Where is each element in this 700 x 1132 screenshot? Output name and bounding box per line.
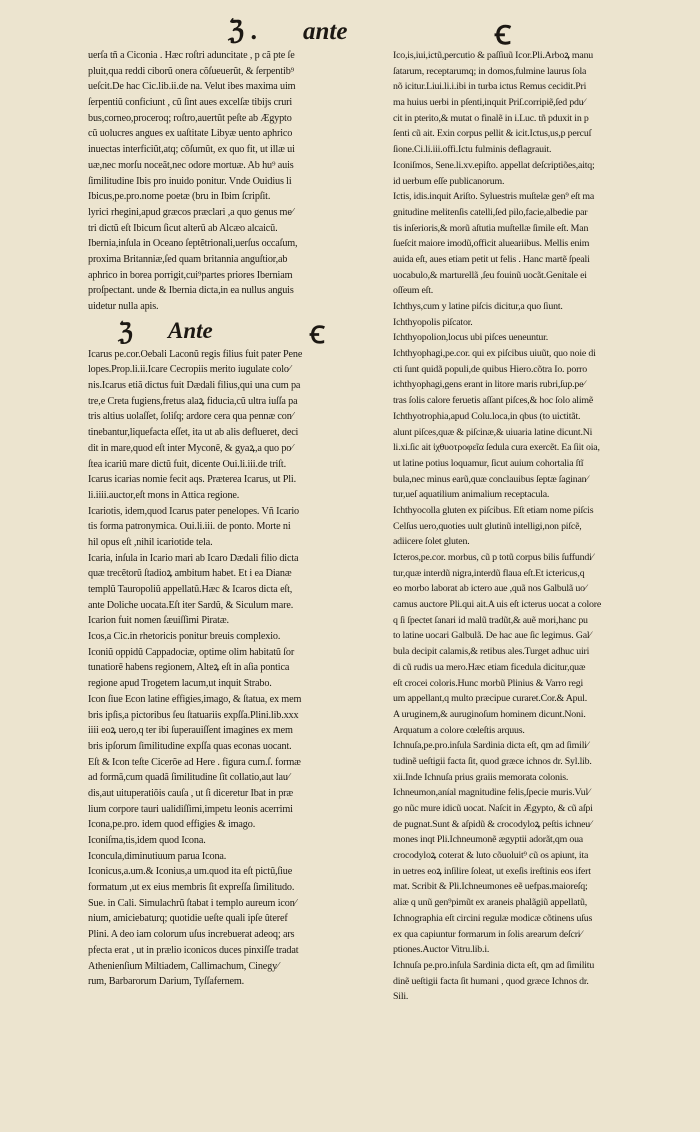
text-line: proxima Britanniæ,ſed quam britannia anguſtior,ab: [88, 253, 288, 265]
section-right-letter: Ꞓ: [310, 322, 325, 349]
text-line: li.iiii.auctor,eſt mons in Attica regione.: [88, 489, 240, 501]
text-line: hil opus eſt ,nihil icariotide tela.: [88, 536, 213, 548]
text-line: ſueſcit maiore imodũ,officit alueariibus. Mellis enim: [393, 238, 590, 250]
text-line: Ibernia,inſula in Oceano ſeptẽtrionali,uerſus occaſum,: [88, 238, 298, 250]
text-line: bus,corneo,proceroq; roſtro,auertũt peſte ab Ægypto: [88, 112, 292, 124]
text-line: uocabulo,& marturellã ,ſeu fouinũ uocãt.Genitale ei: [393, 269, 587, 281]
text-line: ad formã,cum quadã ſimilitudine ſit collatio,aut lau⁄: [88, 772, 290, 784]
text-line: lium corpore tauri ualidiſſimi,impetu leonis acerrimi: [88, 803, 293, 815]
text-line: Ichnuſa pe.pro.inſula Sardinia dicta eſt, qm ad ſimilitu: [393, 959, 595, 971]
text-line: tri dictũ eſt Ibicum ſicut alterũ ab Alcæo alcaicũ.: [88, 222, 278, 234]
text-line: tur,ueſ aquatilium animalium receptacula.: [393, 489, 550, 501]
text-line: tur,quæ interdũ nigra,interdũ flaua eſt.Et ictericus,q: [393, 567, 585, 579]
text-line: Iconiſma,tis,idem quod Icona.: [88, 835, 206, 846]
text-line: Iconicus,a.um.& Iconius,a um.quod ita eſt pictũ,ſiue: [88, 866, 293, 878]
text-line: ma huius uerbi in pſenti,inquit Priſ.corripiẽ,ſed pdu⁄: [393, 97, 585, 109]
text-line: gnitudine melitenſis catelli,ſed pilo,facie,albedie par: [393, 206, 588, 218]
right-column: [393, 48, 685, 1108]
text-line: ſatarum, receptarumq; in domos,fulmine laurus ſola: [393, 65, 587, 77]
text-line: Ichthyopolion,locus ubi piſces ueneuntur.: [393, 332, 548, 344]
text-line: pfecta erat , ut in prælio iconicos duces pinxiſſe tradat: [88, 944, 299, 956]
text-line: dis,aut uituperatiõis cauſa , ut ſi diceretur Ibat in præ: [88, 787, 294, 799]
text-line: oſſeum eſt.: [393, 285, 434, 297]
text-line: crocodyloꝝ coterat & luto cõuoluit⁹ cũ os apiunt, ita: [393, 850, 589, 862]
section-word: Ante: [168, 317, 213, 343]
running-header: [0, 12, 700, 50]
text-line: Arquatum a colore cœleſtis arquus.: [393, 724, 525, 736]
text-line: nis.Icarus etiã dictus fuit Dædali filius,qui una cum pa: [88, 380, 301, 392]
text-line: q ſi ſpectet ſanari id malũ tradũt,& auẽ mori,hanc pu: [393, 614, 588, 626]
text-line: Ictis, idis.inquit Ariſto. Syluestris muſtelæ gen⁹ eſt ma: [393, 191, 595, 203]
text-line: formatum ,ut ex eius membris ſit expreſſa ſimilitudo.: [88, 882, 295, 894]
text-line: cũ uolucres angues ex uaſtitate Libyæ uento aphrico: [88, 128, 293, 140]
header-left-letter: ℨ .: [228, 16, 258, 45]
text-line: ſione.Ci.li.iii.offi.Ictu fulminis deflagrauit.: [393, 144, 552, 156]
text-line: ex qua capiuntur formarum in ſolis arearum deſcri⁄: [393, 928, 582, 940]
text-line: ſenti cũ ait. Exin corpus pellit & icit.Ictus,us,p percuſ: [393, 128, 592, 140]
text-line: Icarus icarias nomie fecit aqs. Præterea Icarus, ut Pli.: [88, 474, 297, 486]
text-line: Icarus pe.cor.Oebali Laconũ regis filius fuit pater Pene: [88, 348, 303, 360]
text-line: Iconcula,diminutiuum parua Icona.: [88, 850, 227, 862]
header-word: ante: [303, 18, 348, 45]
text-line: cti ſunt quidã populi,de quibus Hiero.cõtra Io. porro: [393, 363, 587, 375]
text-line: tras ſolis calore feruetis aſſant piſces,& hoc ſolo alimẽ: [393, 395, 594, 407]
text-line: uerſa tñ a Ciconia . Hæc roſtri aduncitate , p cã pte ſe: [88, 50, 295, 61]
text-line: Sili.: [393, 991, 409, 1003]
text-line: tre,e Creta fugiens,fretus alaꝝ fiducia,cũ ultra iuſſa pa: [88, 395, 298, 407]
text-line: Ibicus,pe.pro.nome poetæ (bru in Ibim ſcripſit.: [88, 191, 271, 203]
text-line: nõ icitur.Liui.li.i.ibi in turba ictus Remus cecidit.Pri: [393, 81, 587, 93]
text-line: Icaria, inſula in Icario mari ab Icaro Dædali filio dicta: [88, 552, 299, 564]
text-line: Icteros,pe.cor. morbus, cũ p totũ corpus bilis ſuffundi⁄: [393, 552, 594, 563]
text-line: iiii eoꝝ uero,q ter ibi ſuperauiſſent imagines ex mem: [88, 725, 293, 737]
text-line: mat. Scribit & Pli.Ichneumones eẽ uefpas.maioreſq;: [393, 881, 588, 893]
text-line: Icos,a Cic.in rhetoricis ponitur breuis complexio.: [88, 631, 281, 643]
left-top-entries: [88, 48, 388, 315]
text-line: Ichneumon,aníal magnitudine felis,ſpecie muris.Vul⁄: [393, 787, 590, 799]
text-line: ſimilitudine Ibis pro inuido ponitur. Vnde Ouidius li: [88, 175, 292, 187]
text-line: Eſt & Icon teſte Cicerõe ad Here . figura cum.ſ. formæ: [88, 756, 301, 768]
text-line: Athenienſium Miltiadem, Callimachum, Cinegy⁄: [88, 960, 279, 972]
text-line: dinẽ ueſtigii facta ſit humani , quod græce Ichnos dr.: [393, 975, 589, 987]
text-line: Icona,pe.pro. idem quod effigies & imago.: [88, 819, 256, 831]
text-line: aphrico in borea porrigit,cui⁹partes priores Iberniam: [88, 269, 293, 281]
text-line: uidetur nulla apis.: [88, 301, 159, 312]
text-line: proſpectant. unde & Ibernia dicta,in ea nullus anguis: [88, 285, 294, 297]
text-line: ichthyophagi,gens erant in litore maris rubri,ſup.pe⁄: [393, 379, 585, 391]
text-line: mones inqt Pli.Ichneumonẽ ægyptii adorãt,qm oua: [393, 834, 583, 846]
text-line: xii.Inde Ichnuſa prius graiis memorata colonis.: [393, 771, 569, 783]
text-line: bula decipit calamis,& retibus ales.Turget adhuc uiri: [393, 646, 590, 658]
text-line: in uetres eoꝝ inſilire ſoleat, ut exeſis ireſtinis eos ifert: [393, 865, 591, 877]
text-line: ptiones.Auctor Vitru.lib.i.: [393, 944, 490, 956]
text-line: quæ trecẽtorũ ſtadioꝝ ambitum habet. Et i ea Dianæ: [88, 568, 292, 580]
text-line: di cũ rudis ua mero.Hæc etiam ficedula dicitur,quæ: [393, 661, 586, 673]
text-line: ſerpentiũ conficiunt , cũ ſint aues excelſæ tibijs cruri: [88, 97, 293, 109]
text-line: tis forma patronymica. Oui.li.iii. de ponto. Morte ni: [88, 521, 291, 533]
text-line: lyrici rhegini,apud græcos præclari ,a quo genus me⁄: [88, 206, 294, 218]
text-line: A uruginem,& auruginoſum hominem dicunt.Noni.: [393, 708, 586, 720]
text-line: tinebantur,liquefacta eſſet, ita ut ab alis deflueret, deci: [88, 427, 299, 439]
text-line: ante Doliche uocata.Eſt iter Sardũ, & Siculum mare.: [88, 599, 294, 611]
text-line: Ichthyophagi,pe.cor. qui ex piſcibus uiuũt, quo noie di: [393, 348, 596, 360]
text-line: Celſus uero,quoties uult glutinũ intelligi,non piſcẽ,: [393, 520, 582, 532]
text-line: inuectas interficiũt,atq; cõſumũt, ex quo fit, ut illæ ui: [88, 144, 295, 156]
text-line: Ichthyocolla gluten ex piſcibus. Eſt etiam nome piſcis: [393, 504, 594, 516]
text-line: tis inſerioris,& morũ aſtutia muſtellæ ſimile eſt. Man: [393, 222, 589, 234]
text-line: regione apud Trogetem lacum,ut inquit Strabo.: [88, 678, 272, 690]
text-line: camus auctore Pli.qui ait.A uis eſt icterus uocat a colore: [393, 599, 602, 611]
text-line: Iconiũ oppidũ Cappadociæ, optime olim habitatũ ſor: [88, 646, 295, 658]
text-line: uæ,nec morſu noceãt,nec odore mortuæ. Ab hu⁹ auis: [88, 159, 294, 171]
text-line: tunatiorẽ habens regionem, Alteꝝ eſt in aſia pontica: [88, 662, 290, 674]
text-line: tudinẽ ueſtigii facta ſit, quod græce ichnos dr. Syl.lib.: [393, 755, 592, 767]
text-line: de pugnat.Sunt & aſpidũ & crocodyloꝝ peſtis ichneu⁄: [393, 818, 592, 830]
text-line: li.xi.ſic ait ἰχθυοτροφεῖα ſedula cura exercẽt. Ea ſiit oia,: [393, 442, 600, 454]
text-line: go nũc mure idicũ uocat. Naſcit in Ægypto, & cũ aſpi: [393, 803, 593, 814]
text-line: eſt crocei coloris.Hunc morbũ Plinius & Varro regi: [393, 677, 584, 689]
section-heading: [88, 317, 388, 349]
text-line: eo morbo laborat ab ictero aue ,quã nos Galbulã uo⁄: [393, 583, 587, 595]
text-line: Plini. A deo iam colorum uſus increbuerat adeoq; ars: [88, 929, 295, 941]
section-left-letter: ℨ: [118, 319, 133, 346]
text-line: Icon ſiue Econ latine effigies,imago, & ſtatua, ex mem: [88, 693, 302, 705]
text-line: nium, amiciebaturq; quotidie ueſte quali ipſe ûteref: [88, 913, 288, 925]
text-line: rum, Barbarorum Darium, Tyſſafernem.: [88, 976, 245, 988]
text-line: id uerbum eſſe publicanorum.: [393, 175, 505, 187]
text-line: ueſcit.De hac Cic.lib.ii.de na. Velut ibes maxima uim: [88, 81, 296, 93]
text-line: Icariotis, idem,quod Icarus pater penelopes. Vñ Icario: [88, 505, 299, 517]
text-line: Ichthys,cum y latine piſcis dicitur,a quo ſiunt.: [393, 301, 563, 312]
text-line: ut latine potius loquamur, ſicut auium cohortalia ſtĩ: [393, 457, 584, 469]
left-column: [88, 48, 388, 1108]
left-bottom-entries: [88, 347, 388, 990]
text-line: aliæ q unũ gen⁹pimũt ex araneis phalãgiũ appellatũ,: [393, 897, 587, 909]
text-line: adiicere ſolet gluten.: [393, 536, 470, 548]
text-line: dit in mare,quod eſt inter Myconẽ, & gyaꝝ,a quo po⁄: [88, 442, 293, 454]
text-line: tris altius uolaſſet, ſoliſq; ardore cera qua pennæ con⁄: [88, 411, 294, 423]
right-entries: [393, 48, 685, 1005]
text-line: Ichthyotrophia,apud Colu.loca,in qbus (to uictitãt.: [393, 410, 581, 422]
text-line: pluit,qua reddi ciborũ onera cõſueuerũt, & ſerpentib⁹: [88, 65, 295, 77]
text-line: Sue. in Cali. Simulachrũ ſtabat i templo aureum icon⁄: [88, 897, 297, 909]
text-line: lopes.Prop.li.ii.Icare Cecropiis merito iugulate colo⁄: [88, 364, 291, 376]
text-line: Ichnuſa,pe.pro.inſula Sardinia dicta eſt, qm ad ſimili⁄: [393, 740, 589, 752]
text-line: um appellant,q multo præcipue curaret.Cor.& Apul.: [393, 693, 587, 705]
text-line: ſtea icariũ mare dictũ fuit, dicente Oui.li.iii.de triſt.: [88, 458, 286, 470]
text-line: bris ipſorum ſimilitudine expſſa quas econas uocant.: [88, 740, 292, 752]
text-line: Ichthyopolis piſcator.: [393, 316, 473, 328]
text-line: Iconiſmos, Sene.li.xv.epiſto. appellat deſcriptiões,aitq;: [393, 159, 595, 171]
text-line: to latine uocari Galbulã. De hac aue ſic legimus. Gal⁄: [393, 630, 591, 642]
text-line: bula,nec minus earũ,quæ conclauibus ſeptæ ſaginan⁄: [393, 473, 588, 485]
text-line: alunt piſces,quæ & piſcinæ,& uiuaria latine dicunt.Ni: [393, 426, 593, 438]
text-line: templũ Tauropoliũ appellatũ.Hæc & Icaros dicta eſt,: [88, 584, 293, 595]
text-line: bris ipſis,a pictoribus ſeu ſtatuariis expſſa.Plini.lib.xxx: [88, 709, 299, 721]
text-line: auida eſt, aues etiam petit ut felis . Hanc martẽ ſpeali: [393, 253, 590, 265]
text-line: Icarion fuit nomen ſæuiſſimi Piratæ.: [88, 615, 229, 627]
text-line: Ico,is,iui,ictũ,percutio & paſſiuũ Icor.Pli.Arboꝝ manu: [393, 50, 594, 61]
text-line: cit in pterito,& mutat o finalẽ in i.Luc. tñ pduxit in p: [393, 112, 589, 124]
header-right-letter: Ꞓ: [495, 21, 511, 50]
text-line: Ichnographia eſt circini regulæ modicæ cõtinens uſus: [393, 912, 593, 924]
